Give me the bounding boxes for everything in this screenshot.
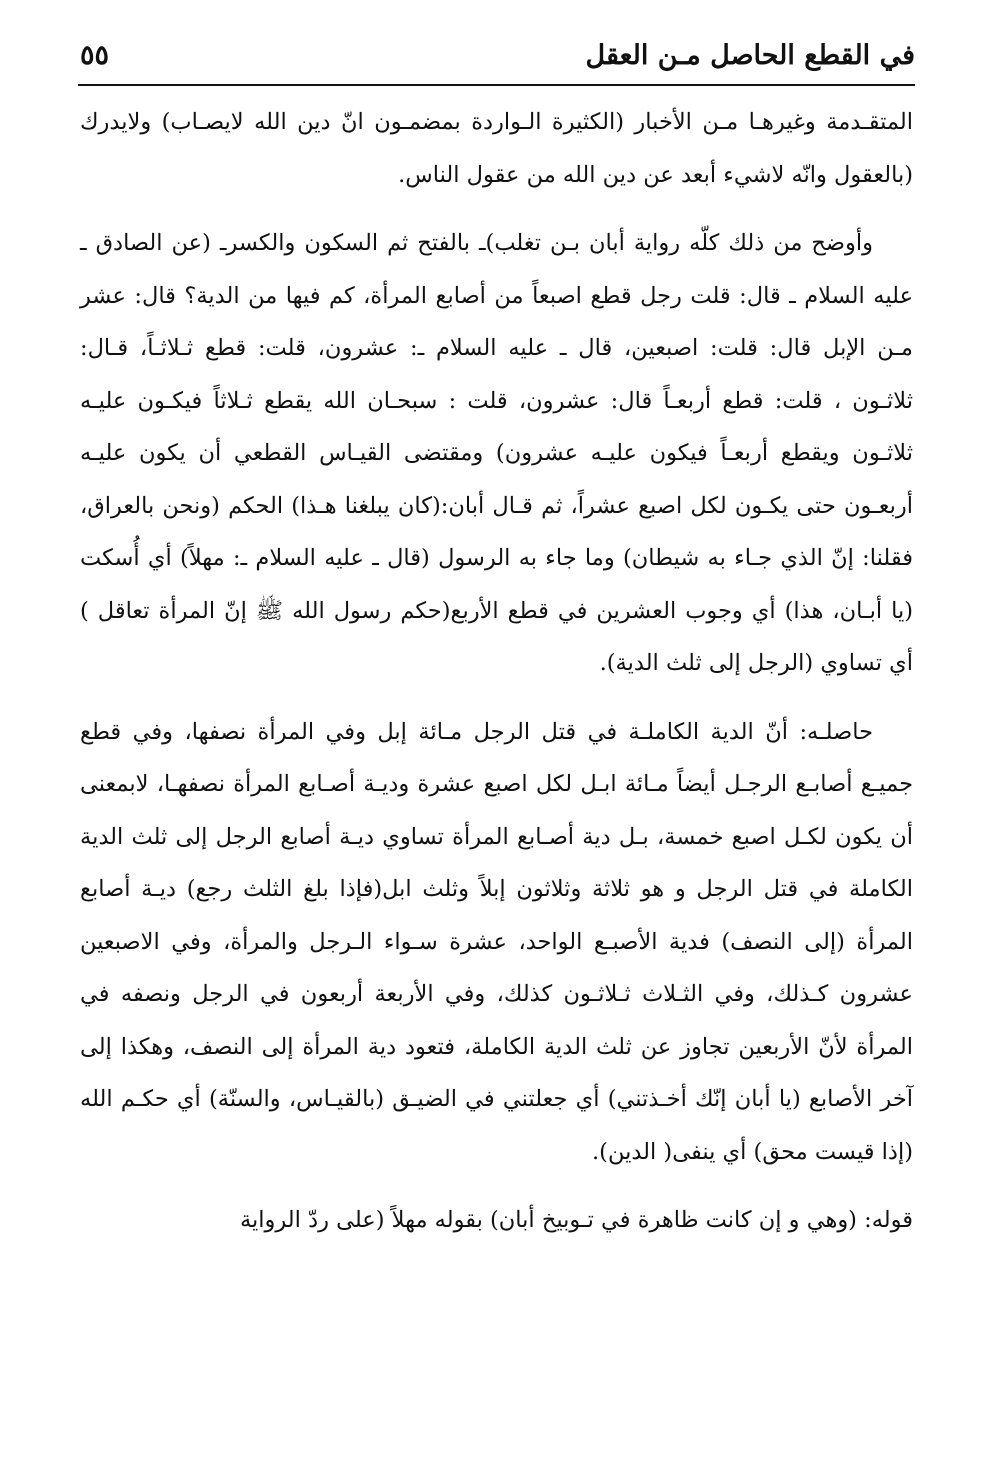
paragraph-3: حاصلـه: أنّ الدية الكاملـة في قتل الرجل مـائة إبل وفي المرأة نصفها، وفي قطع جميـع أصابـع الرجـل أيضاً مـائة ابـل لكل اصبع عشرة وديـة أصـابع المرأة نصفهـا، لابمعنى أن يكون لكـل اصبع خمسة، بـل دية أصـابع المرأة تساوي ديـة أصابع الرجل إلى ثلث الدية الكاملة في قتل الرجل و هو ثلاثة وثلاثون إبلاً وثلث ابل(فإذا بلغ الثلث رجع) ديـة أصابع المرأة (إلى النصف) فدية الأصبـع الواحد، عشرة سـواء الـرجل والمرأة، وفي الاصبعين عشرون كـذلك، وفي الثـلاث ثـلاثـون كذلك، وفي الأربعة أربعون في الرجل ونصفه في المرأة لأنّ الأربعين تجاوز عن ثلث الدية الكاملة، فتعود دية المرأة إلى النصف، وهكذا إلى آخر الأصابع (يا أبان إنّك أخـذتني) أي جعلتني في الضيـق (بالقيـاس، والسنّة) أي حكـم الله (إذا قيست محق) أي ينفى( الدين). [80,718,913,1165]
body-text [80,96,913,1263]
page-header [80,30,915,86]
header-rule [78,84,915,86]
paragraph-4: قوله: (وهي و إن كانت ظاهرة في تـوبيخ أبان) بقوله مهلاً (على ردّ الرواية [239,1207,913,1233]
paragraph-2: وأوضح من ذلك كلّه رواية أبان بـن تغلب)ـ بالفتح ثم السكون والكسرـ (عن الصادق ـ عليه السلام ـ قال: قلت رجل قطع اصبعاً من أصابع المرأة، كم فيها من الدية؟ قال: عشر مـن الإبل قال: قلت: اصبعين، قال ـ عليه السلام ـ: عشرون، قلت: قطع ثـلاثـاً، قـال: ثلاثـون ، قلت: قطع أربعـاً قال: عشرون، قلت : سبحـان الله يقطع ثـلاثاً فيكـون عليـه ثلاثـون ويقطع أربعـاً فيكون عليـه عشرون) ومقتضى القيـاس القطعي أن يكون عليـه أربعـون حتى يكـون لكل اصبع عشراً، ثم قـال أبان:(كان يبلغنا هـذا) الحكم (ونحن بالعراق، فقلنا: إنّ الذي جـاء به شيطان) وما جاء به الرسول (قال ـ عليه السلام ـ: مهلاً) أي أُسكت (يا أبـان، هذا) أي وجوب العشرين في قطع الأربع(حكم رسول الله ﷺ إنّ المرأة تعاقل ) أي تساوي (الرجل إلى ثلث الدية). [80,230,913,676]
running-title: في القطع الحاصل مـن العقل [585,40,915,71]
paragraph-1: المتقـدمة وغيرهـا مـن الأخبار (الكثيرة الـواردة بمضمـون انّ دين الله لايصـاب) ولايدرك (بالعقول وانّه لاشيء أبعد عن دين الله من عقول الناس. [80,109,913,188]
page-number: ٥٥ [80,40,110,71]
